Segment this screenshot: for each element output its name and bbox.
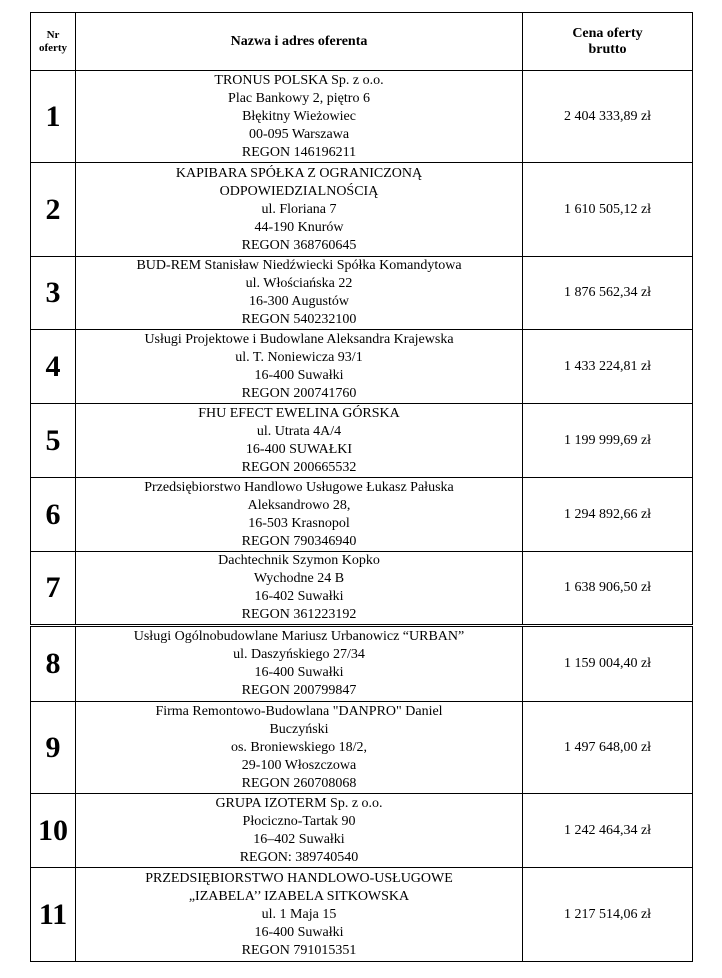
offer-number: 9 [31,702,76,794]
bidder-info-line: REGON 540232100 [241,312,357,327]
offer-number: 5 [31,404,76,478]
bidder-info-line: 00-095 Warszawa [248,126,350,142]
offer-gross-price: 1 217 514,06 zł [523,868,693,962]
bidder-info-line: Usługi Projektowe i Budowlane Aleksandra Krajewska [144,331,454,347]
bidder-info-line: KAPIBARA SPÓŁKA Z OGRANICZONĄ [175,165,423,181]
header-gross-price [523,13,693,71]
table-row [31,702,693,794]
header-bidder-name-address: Nazwa i adres oferenta [76,13,523,71]
offer-gross-price: 1 497 648,00 zł [523,702,693,794]
table-row [31,794,693,868]
offer-gross-price: 1 159 004,40 zł [523,626,693,702]
bidder-info-line: Błękitny Wieżowiec [242,108,356,124]
bidder-info-line: 16-300 Augustów [249,294,349,309]
offer-gross-price: 2 404 333,89 zł [523,71,693,163]
bidder-info-line: REGON 200665532 [241,459,357,475]
bidder-info-line: Aleksandrowo 28, [247,497,351,513]
table-row [31,330,693,404]
offer-gross-price: 1 294 892,66 zł [523,478,693,552]
bidder-info-line: REGON 368760645 [241,237,357,253]
bidder-info-line: 16-400 Suwałki [254,665,344,680]
bidder-info-line: 16-400 Suwałki [254,367,344,383]
header-offer-number-line: Nr [46,28,60,41]
table-row [31,71,693,163]
bidder-info-line: „IZABELA’’ IZABELA SITKOWSKA [188,888,410,904]
bidder-info-line: ul. Utrata 4A/4 [256,423,342,439]
offer-number: 2 [31,163,76,257]
table-row [31,478,693,552]
bidder-name-address [76,404,523,478]
bidder-name-address [76,794,523,868]
bidder-info-line: 16-503 Krasnopol [248,515,350,531]
bidder-info-line: REGON: 389740540 [239,849,359,865]
table-row [31,626,693,702]
offer-number: 7 [31,552,76,626]
bidder-name-address [76,478,523,552]
bidder-info-line: REGON 791015351 [241,942,357,958]
bidder-info-line: 16-402 Suwałki [254,589,344,604]
bidder-info-line: GRUPA IZOTERM Sp. z o.o. [215,795,383,811]
bidder-info-line: Firma Remontowo-Budowlana "DANPRO" Daniel [155,703,443,719]
bidder-name-address [76,552,523,626]
offer-gross-price: 1 876 562,34 zł [523,257,693,330]
offer-number: 11 [31,868,76,962]
bidder-info-line: ODPOWIEDZIALNOŚCIĄ [219,183,379,199]
bidder-info-line: REGON 260708068 [241,775,357,791]
bidder-info-line: TRONUS POLSKA Sp. z o.o. [214,72,384,88]
bidder-info-line: Dachtechnik Szymon Kopko [218,553,380,568]
bidder-name-address [76,163,523,257]
bidder-name-address [76,330,523,404]
offer-number: 6 [31,478,76,552]
bidder-info-line: Płociczno-Tartak 90 [242,813,356,829]
table-row [31,868,693,962]
bidder-info-line: BUD-REM Stanisław Niedźwiecki Spółka Komandytowa [136,258,462,273]
bidder-name-address [76,702,523,794]
header-offer-number-line: oferty [38,41,68,54]
offer-number: 3 [31,257,76,330]
bidder-info-line: ul. Daszyńskiego 27/34 [233,647,365,662]
offer-gross-price: 1 242 464,34 zł [523,794,693,868]
offer-gross-price: 1 433 224,81 zł [523,330,693,404]
header-gross-price-line: Cena oferty [572,25,643,41]
bidder-name-address [76,71,523,163]
bidder-info-line: Wychodne 24 B [253,571,345,586]
offers-table [30,12,693,962]
offer-gross-price: 1 199 999,69 zł [523,404,693,478]
bidder-info-line: REGON 146196211 [241,144,357,160]
bidder-name-address [76,626,523,702]
bidder-info-line: REGON 790346940 [241,533,357,549]
bidder-info-line: Buczyński [269,721,329,737]
bidder-info-line: 29-100 Włoszczowa [241,757,357,773]
offer-number: 1 [31,71,76,163]
header-offer-number [31,13,76,71]
offer-gross-price: 1 638 906,50 zł [523,552,693,626]
bidder-info-line: ul. Floriana 7 [261,201,337,217]
bidder-info-line: ul. T. Noniewicza 93/1 [235,349,363,365]
table-header-row [31,13,693,71]
bidder-info-line: 16-400 Suwałki [254,924,344,940]
bidder-name-address [76,868,523,962]
offer-number: 8 [31,626,76,702]
bidder-info-line: ul. Włościańska 22 [245,276,353,291]
bidder-info-line: 44-190 Knurów [254,219,344,235]
bidder-info-line: os. Broniewskiego 18/2, [230,739,368,755]
bidder-info-line: 16-400 SUWAŁKI [245,441,353,457]
offer-number: 4 [31,330,76,404]
offer-number: 10 [31,794,76,868]
bidder-info-line: Przedsiębiorstwo Handlowo Usługowe Łukasz Pałuska [144,479,454,495]
bidder-info-line: PRZEDSIĘBIORSTWO HANDLOWO-USŁUGOWE [145,870,453,886]
bidder-info-line: Plac Bankowy 2, piętro 6 [228,90,370,106]
bidder-info-line: FHU EFECT EWELINA GÓRSKA [198,405,400,421]
table-row [31,163,693,257]
table-row [31,404,693,478]
offer-gross-price: 1 610 505,12 zł [523,163,693,257]
table-body [31,71,693,962]
table-row [31,552,693,626]
header-gross-price-line: brutto [588,41,627,57]
bidder-info-line: REGON 200741760 [241,385,357,401]
table-row [31,257,693,330]
bidder-info-line: REGON 200799847 [241,683,357,698]
bidder-info-line: 16–402 Suwałki [253,831,345,847]
bidder-info-line: ul. 1 Maja 15 [261,906,337,922]
bidder-info-line: Usługi Ogólnobudowlane Mariusz Urbanowicz “URBAN” [133,629,465,644]
bidder-name-address [76,257,523,330]
bidder-info-line: REGON 361223192 [241,607,357,622]
